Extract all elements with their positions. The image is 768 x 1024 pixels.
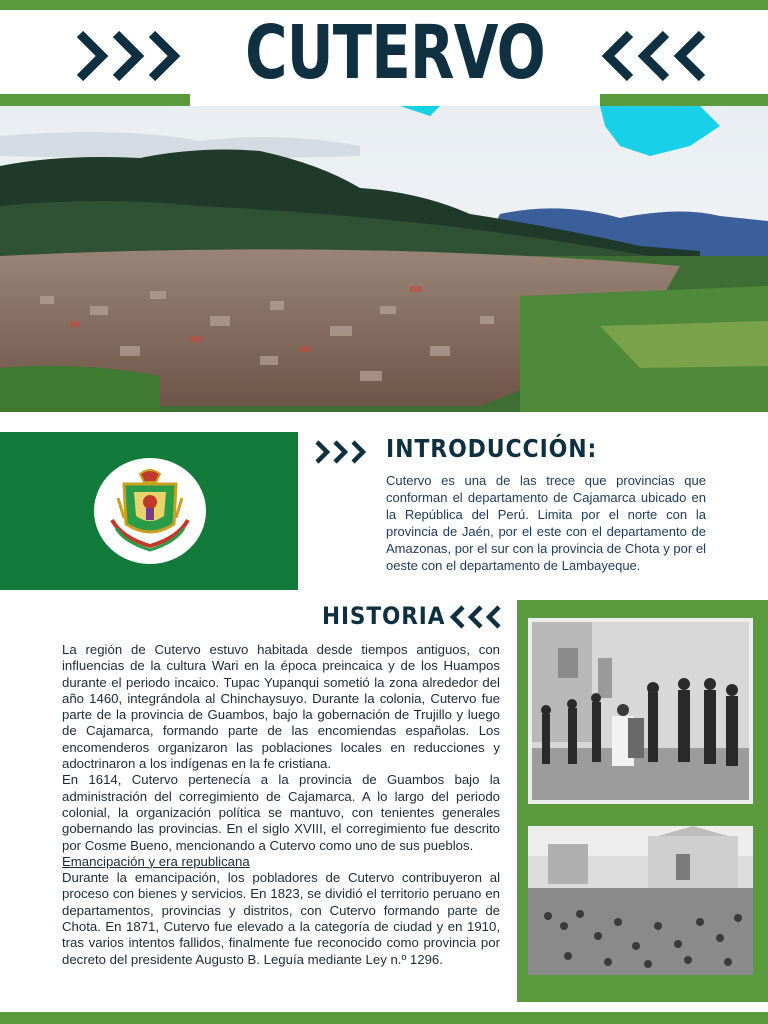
intro-heading: INTRODUCCIÓN: [386,434,598,463]
intro-chevrons-right-icon [314,438,370,466]
historia-chevrons-left-icon [448,604,504,630]
bottom-accent-bar [0,1012,768,1024]
historic-photo-people [528,618,753,804]
intro-text: Cutervo es una de las trece que provincias que conforman el departamento de Cajamarca ubicado en la República del Perú. Limita por el norte con la provincia de Jaén, por el este con el departamento de Amazonas, por el sur con la provincia de Chota y por el oeste con el departamento de Lambayeque. [386,473,706,573]
emblem-circle [94,458,206,564]
historia-heading: HISTORIA [322,602,446,630]
hero-landscape-photo [0,106,768,412]
historia-paragraph-3: Durante la emancipación, los pobladores de Cutervo contribuyeron al proceso con bienes y servicios. En 1823, se dividió el territorio peruano en departamentos, provincias y distritos, con Cutervo formando parte de Chota. En 1871, Cutervo fue elevado a la categoría de ciudad y en 1910, tras varios intentos fallidos, finalmente fue reconocido como provincia por decreto del presidente Augusto B. Leguía mediante Ley n.º 1296. [62,870,500,967]
historia-paragraph-1: La región de Cutervo estuvo habitada desde tiempos antiguos, con influencias de la cultura Wari en la época preincaica y de los Huampos durante el periodo incaico. Tupac Yupanqui sometió la zona alrededor del año 1460, integrándola al Chinchaysuyo. Durante la colonia, Cutervo fue parte de la provincia de Guambos, bajo la gobernación de Trujillo y luego de Cajamarca, formando parte de las encomiendas españolas. Los encomenderos organizaron las poblaciones locales en reducciones y adoctrinaron a los indígenas en la fe cristiana. [62,642,500,772]
historia-paragraph-2: En 1614, Cutervo pertenecía a la provincia de Guambos bajo la administración del corregimiento de Cajamarca. A lo largo del periodo colonial, la organización política se mantuvo, con tenientes generales gobernando las provincias. En el siglo XVIII, el corregimiento fue descrito por Cosme Bueno, mencionando a Cutervo como uno de sus pueblos. [62,772,500,853]
page-title: CUTERVO [245,10,545,96]
chevrons-left-icon [600,28,714,84]
historia-subheading: Emancipación y era republicana [62,853,250,869]
coat-of-arms-emblem [94,458,206,564]
historia-text [62,642,500,968]
historic-photo-plaza [528,826,753,975]
chevrons-right-icon [76,28,190,84]
